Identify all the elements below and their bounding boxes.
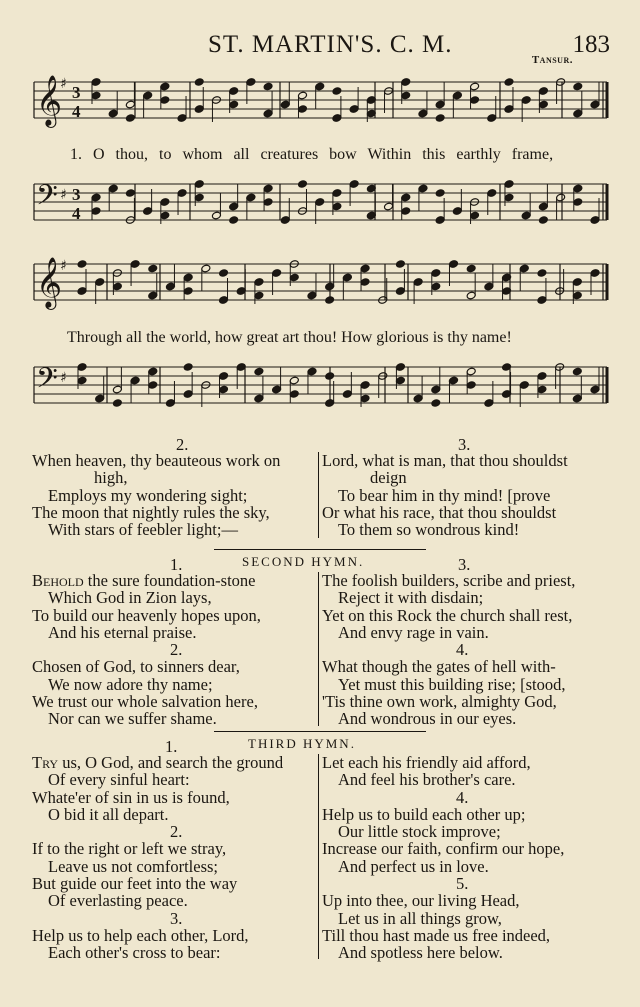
verse-line: And feel his brother's care. xyxy=(338,770,516,790)
notehead xyxy=(125,114,135,123)
notehead xyxy=(332,87,342,96)
verse-line: 'Tis thine own work, almighty God, xyxy=(322,692,557,712)
music-score xyxy=(0,0,640,430)
notehead xyxy=(263,82,273,91)
verse-line: We trust our whole salvation here, xyxy=(32,692,258,712)
second-hymn-title: SECOND HYMN. xyxy=(242,554,365,569)
verse-number: 5. xyxy=(456,874,469,894)
notehead xyxy=(537,269,547,278)
verse-line: When heaven, thy beauteous work on xyxy=(32,451,281,470)
verse-line: To them so wondrous kind! xyxy=(338,520,520,540)
notehead xyxy=(572,367,582,376)
notehead xyxy=(435,189,445,198)
verse-line: Employs my wondering sight; xyxy=(48,485,248,505)
verse-line: Our little stock improve; xyxy=(338,822,501,842)
verse-line: We now adore thy name; xyxy=(48,674,213,694)
verse-line: What though the gates of hell with- xyxy=(322,657,556,677)
notehead xyxy=(573,82,583,91)
notehead xyxy=(219,269,229,278)
verse-line: To bear him in thy mind! [prove xyxy=(338,485,551,505)
notehead xyxy=(77,260,87,269)
notehead xyxy=(538,216,548,225)
verse-number: 1. xyxy=(165,737,178,756)
verse-number: 2. xyxy=(176,435,189,454)
verse-line: us, O God, and search the ground xyxy=(58,753,284,772)
verse-line: And his eternal praise. xyxy=(48,622,197,642)
composer-name: Tansur. xyxy=(531,54,573,66)
verse-line: If to the right or left we stray, xyxy=(32,839,227,859)
verse-line: The foolish builders, scribe and priest, xyxy=(322,571,576,590)
time-signature-bottom: 4 xyxy=(72,102,81,121)
bass-clef-icon: 𝄢 xyxy=(36,179,58,219)
hymn-tune-title: ST. MARTIN'S. C. M. xyxy=(208,31,453,58)
key-signature-sharp-icon: ♯ xyxy=(60,187,67,203)
notehead xyxy=(325,296,335,305)
section-rule xyxy=(214,549,426,550)
verse-line: the sure foundation-stone xyxy=(83,571,256,590)
verse-line: Which God in Zion lays, xyxy=(48,588,212,608)
verse-line: high, xyxy=(94,468,128,488)
verse-line: Yet on this Rock the church shall rest, xyxy=(322,605,573,625)
verse-number: 2. xyxy=(170,640,183,660)
third-hymn-title: THIRD HYMN. xyxy=(248,736,356,751)
key-signature-sharp-icon: ♯ xyxy=(60,76,67,92)
verse-line: Reject it with disdain; xyxy=(338,588,484,608)
verse-block xyxy=(322,572,575,728)
verse-block xyxy=(32,754,283,962)
notehead xyxy=(229,216,239,225)
verse-number: 4. xyxy=(456,640,469,660)
column-divider xyxy=(318,452,319,538)
verse-number: 4. xyxy=(456,787,469,807)
verse-first-word: Behold xyxy=(32,571,84,590)
notehead xyxy=(183,363,193,372)
verse-number: 3. xyxy=(170,908,183,928)
verse-line: Or what his race, that thou shouldst xyxy=(322,502,557,522)
notehead xyxy=(194,78,204,87)
verse-line: Increase our faith, confirm our hope, xyxy=(322,839,565,859)
verse-line: The moon that nightly rules the sky, xyxy=(32,502,270,522)
verse-line: And envy rage in vain. xyxy=(338,622,489,642)
verse-line: Help us to build each other up; xyxy=(322,804,526,824)
verse-block xyxy=(322,754,564,962)
verse-first-word: Try xyxy=(32,753,59,772)
treble-clef-icon: 𝄞 xyxy=(36,257,63,308)
notehead xyxy=(431,399,441,408)
verse-line: Chosen of God, to sinners dear, xyxy=(32,657,240,677)
verse-line: Let each his friendly aid afford, xyxy=(322,753,531,772)
verse-block xyxy=(32,572,261,728)
verse-line: Up into thee, our living Head, xyxy=(322,891,520,911)
verse-line: And perfect us in love. xyxy=(338,856,489,876)
verse-line: Till thou hast made us free indeed, xyxy=(322,925,551,945)
verse-line: deign xyxy=(370,468,407,488)
column-divider xyxy=(318,572,319,726)
notehead xyxy=(297,180,307,189)
key-signature-sharp-icon: ♯ xyxy=(60,258,67,274)
notehead xyxy=(504,78,514,87)
verse-line: To build our heavenly hopes upon, xyxy=(32,605,261,625)
notehead xyxy=(395,260,405,269)
verse-line: Each other's cross to bear: xyxy=(48,943,221,963)
notehead xyxy=(325,372,335,381)
verse-line: And spotless here below. xyxy=(338,943,503,963)
notehead xyxy=(466,264,476,273)
time-signature-top: 3 xyxy=(72,185,81,204)
verse-line: But guide our feet into the way xyxy=(32,874,238,894)
notehead xyxy=(125,189,135,198)
bass-clef-icon: 𝄢 xyxy=(36,362,58,402)
verse-line: Help us to help each other, Lord, xyxy=(32,925,249,945)
verse-number: 3. xyxy=(458,435,471,454)
verse-block xyxy=(322,452,568,538)
notehead xyxy=(112,399,122,408)
verse-line: O bid it all depart. xyxy=(48,804,169,824)
verse-line: Lord, what is man, that thou shouldst xyxy=(322,451,568,470)
lyric-line-2: Through all the world, how great art thou! How glorious is thy name! xyxy=(67,329,512,346)
time-signature-bottom: 4 xyxy=(72,204,81,223)
verse-line: Leave us not comfortless; xyxy=(48,856,218,876)
verse-number: 3. xyxy=(458,555,471,574)
notehead xyxy=(148,264,158,273)
verse-line: And wondrous in our eyes. xyxy=(338,709,517,729)
notehead xyxy=(254,367,264,376)
verse-line: Nor can we suffer shame. xyxy=(48,709,217,729)
verse-number: 1. xyxy=(170,555,183,574)
column-divider xyxy=(318,754,319,959)
key-signature-sharp-icon: ♯ xyxy=(60,370,67,386)
verse-line: Of every sinful heart: xyxy=(48,770,190,790)
notehead xyxy=(435,114,445,123)
verse-number: 2. xyxy=(170,822,183,842)
verse-line: Yet must this building rise; [stood, xyxy=(338,674,566,694)
verse-line: With stars of feebler light;— xyxy=(48,520,238,540)
treble-clef-icon: 𝄞 xyxy=(36,75,63,126)
section-rule xyxy=(214,731,426,732)
page-number: 183 xyxy=(572,31,610,58)
verse-line: Whate'er of sin in us is found, xyxy=(32,787,230,807)
verse-block xyxy=(32,452,280,538)
verse-line: Let us in all things grow, xyxy=(338,908,502,928)
lyric-line-1: 1. O thou, to whom all creatures bow Within this earthly frame, xyxy=(70,146,554,163)
verse-line: Of everlasting peace. xyxy=(48,891,188,911)
time-signature-top: 3 xyxy=(72,83,81,102)
